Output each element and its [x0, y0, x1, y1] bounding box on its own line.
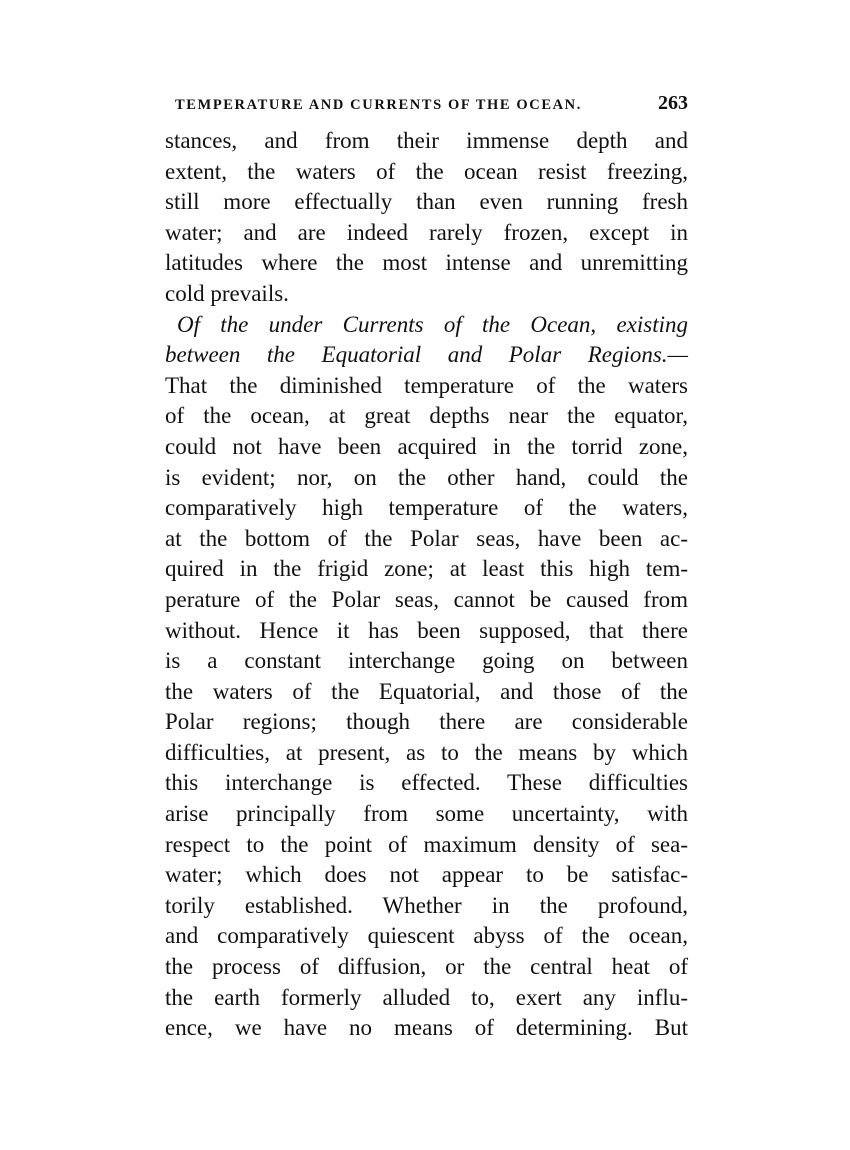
text-line-5: latitudes where the most intense and unremitting: [165, 250, 688, 276]
text-line-15: quired in the frigid zone; at least this high tem-: [165, 556, 688, 582]
section-heading-line-1: Of the under Currents of the Ocean, existing: [177, 311, 688, 337]
text-line-2: extent, the waters of the ocean resist freezing,: [165, 158, 688, 184]
running-title: TEMPERATURE AND CURRENTS OF THE OCEAN.: [175, 97, 582, 113]
text-line-18: is a constant interchange going on between: [165, 648, 688, 674]
book-page: [165, 92, 688, 1044]
text-line-1: stances, and from their immense depth and: [165, 128, 688, 153]
text-line-30: ence, we have no means of determining. But: [165, 1015, 688, 1041]
text-line-26: torily established. Whether in the profound,: [165, 892, 688, 918]
body-text: [165, 126, 688, 1044]
text-line-3: still more effectually than even running fresh: [165, 189, 688, 215]
text-line-27: and comparatively quiescent abyss of the ocean,: [165, 923, 688, 949]
text-line-10: of the ocean, at great depths near the equator,: [165, 403, 688, 429]
text-line-12: is evident; nor, on the other hand, could the: [165, 464, 688, 490]
text-line-11: could not have been acquired in the torrid zone,: [165, 433, 688, 459]
text-line-14: at the bottom of the Polar seas, have been ac-: [165, 525, 688, 551]
text-line-20: Polar regions; though there are considerable: [165, 709, 688, 735]
section-heading-line-2: between the Equatorial and Polar Regions.—: [165, 342, 688, 368]
text-line-24: respect to the point of maximum density of sea-: [165, 831, 688, 857]
text-line-9: That the diminished temperature of the waters: [165, 372, 688, 398]
text-line-17: without. Hence it has been supposed, that there: [165, 617, 688, 643]
text-line-16: perature of the Polar seas, cannot be caused from: [165, 586, 688, 612]
page-number: 263: [658, 92, 688, 114]
text-line-6: cold prevails.: [165, 280, 289, 306]
text-line-4: water; and are indeed rarely frozen, except in: [165, 219, 688, 245]
text-line-22: this interchange is effected. These difficulties: [165, 770, 688, 796]
text-line-13: comparatively high temperature of the waters,: [165, 495, 688, 521]
running-head: [165, 92, 688, 122]
text-line-23: arise principally from some uncertainty, with: [165, 801, 688, 827]
text-line-21: difficulties, at present, as to the means by which: [165, 739, 688, 765]
text-line-19: the waters of the Equatorial, and those of the: [165, 678, 688, 704]
text-line-29: the earth formerly alluded to, exert any influ-: [165, 984, 688, 1010]
text-line-25: water; which does not appear to be satisfac-: [165, 862, 688, 888]
text-line-28: the process of diffusion, or the central heat of: [165, 954, 688, 980]
